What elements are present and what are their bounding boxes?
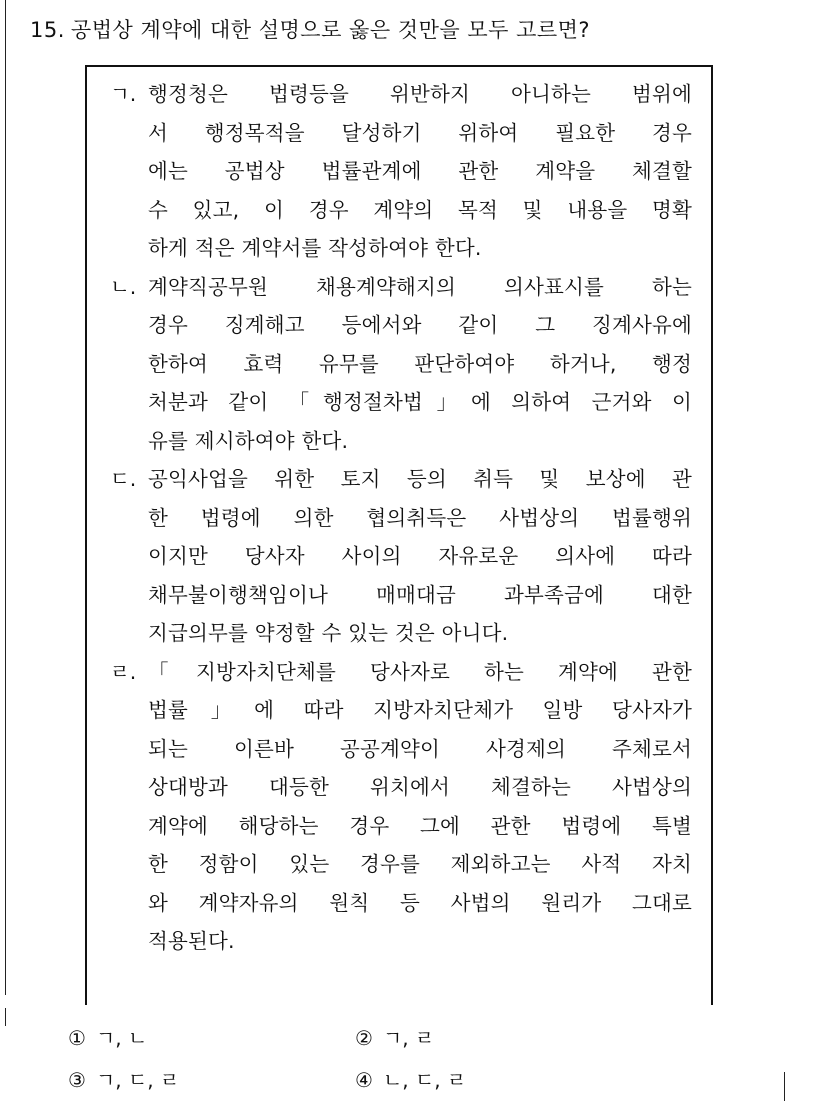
- option-number: ①: [68, 1026, 86, 1050]
- statement-line: 처분과 같이 「행정절차법」에 의하여 근거와 이: [148, 390, 692, 414]
- statement-item: [110, 75, 692, 268]
- option-text: ㄱ, ㄹ: [382, 1026, 435, 1050]
- statement-marker: ㄱ.: [110, 82, 137, 106]
- option-4[interactable]: [355, 1064, 466, 1096]
- statement-line: 상대방과 대등한 위치에서 체결하는 사법상의: [148, 775, 692, 799]
- statement-line: 적용된다.: [148, 929, 235, 953]
- statement-line: 에는 공법상 법률관계에 관한 계약을 체결할: [148, 159, 692, 183]
- statement-item: [110, 653, 692, 961]
- option-row: [68, 1022, 768, 1064]
- option-number: ③: [68, 1068, 86, 1092]
- statement-line: 이지만 당사자 사이의 자유로운 의사에 따라: [148, 544, 692, 568]
- answer-options: [68, 1022, 768, 1106]
- statement-line: 서 행정목적을 달성하기 위하여 필요한 경우: [148, 120, 692, 145]
- question-number: 15.: [30, 18, 65, 42]
- statement-line: 공익사업을 위한 토지 등의 취득 및 보상에 관: [148, 467, 692, 491]
- left-margin-rule-lower: [5, 1008, 6, 1026]
- option-number: ④: [355, 1068, 373, 1092]
- statement-marker: ㄷ.: [110, 467, 137, 491]
- option-2[interactable]: [355, 1022, 434, 1054]
- statement-line: 경우 징계해고 등에서와 같이 그 징계사유에: [148, 313, 692, 337]
- statement-line: 와 계약자유의 원칙 등 사법의 원리가 그대로: [148, 890, 692, 915]
- statement-line: 한하여 효력 유무를 판단하여야 하거나, 행정: [148, 351, 692, 376]
- statement-list: [110, 75, 692, 961]
- option-row: [68, 1064, 768, 1106]
- statement-line: 수 있고, 이 경우 계약의 목적 및 내용을 명확: [148, 197, 692, 222]
- option-text: ㄱ, ㄷ, ㄹ: [95, 1068, 180, 1092]
- option-text: ㄴ, ㄷ, ㄹ: [382, 1068, 467, 1092]
- statement-line: 계약직공무원 채용계약해지의 의사표시를 하는: [148, 274, 692, 299]
- right-margin-rule: [784, 1072, 785, 1101]
- option-number: ②: [355, 1026, 373, 1050]
- statement-line: 법률」에 따라 지방자치단체가 일방 당사자가: [148, 698, 692, 722]
- statement-line: 한 법령에 의한 협의취득은 사법상의 법률행위: [148, 505, 692, 530]
- statement-marker: ㄹ.: [110, 659, 137, 684]
- statement-line: 유를 제시하여야 한다.: [148, 428, 349, 453]
- statement-line: 「지방자치단체를 당사자로 하는 계약에 관한: [148, 659, 692, 684]
- question-text: 공법상 계약에 대한 설명으로 옳은 것만을 모두 고르면?: [70, 18, 591, 42]
- statement-line: 지급의무를 약정할 수 있는 것은 아니다.: [148, 621, 509, 645]
- left-margin-rule: [5, 0, 6, 995]
- statement-line: 하게 적은 계약서를 작성하여야 한다.: [148, 236, 482, 260]
- statement-line: 행정청은 법령등을 위반하지 아니하는 범위에: [148, 82, 692, 106]
- option-3[interactable]: [68, 1064, 179, 1096]
- statement-item: [110, 460, 692, 653]
- statement-line: 계약에 해당하는 경우 그에 관한 법령에 특별: [148, 813, 692, 838]
- option-text: ㄱ, ㄴ: [95, 1026, 148, 1050]
- statement-marker: ㄴ.: [110, 274, 137, 299]
- statement-item: [110, 268, 692, 461]
- statement-line: 채무불이행책임이나 매매대금 과부족금에 대한: [148, 582, 692, 607]
- option-1[interactable]: [68, 1022, 147, 1054]
- question-stem: [30, 14, 590, 44]
- statement-line: 되는 이른바 공공계약이 사경제의 주체로서: [148, 736, 692, 761]
- statement-line: 한 정함이 있는 경우를 제외하고는 사적 자치: [148, 852, 692, 876]
